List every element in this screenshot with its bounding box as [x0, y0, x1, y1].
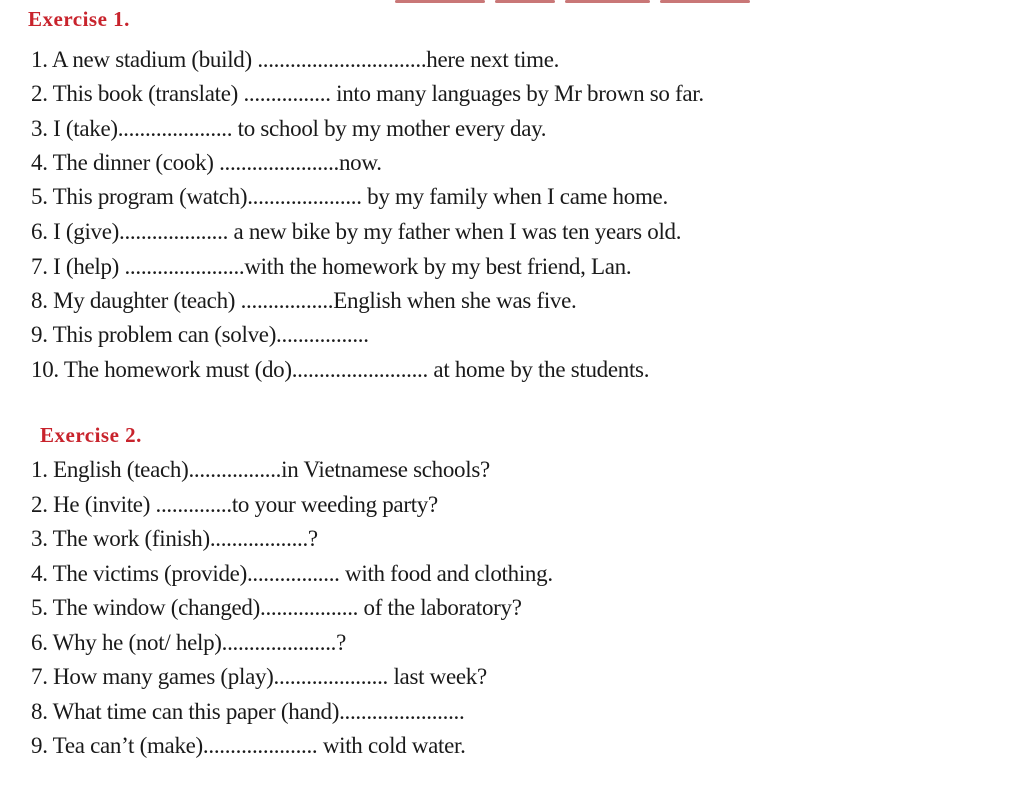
- exercise-1-item-2: 2. This book (translate) ................ into many languages by Mr brown so far.: [31, 81, 704, 106]
- exercise-1-item-1: 1. A new stadium (build) ...............................here next time.: [31, 47, 560, 72]
- exercise-1-item-6: 6. I (give).................... a new bike by my father when I was ten years old.: [31, 219, 682, 244]
- exercise-1-item-4: 4. The dinner (cook) ......................now.: [31, 150, 382, 175]
- exercise-1-item-5: 5. This program (watch)..................... by my family when I came home.: [31, 184, 668, 209]
- exercise-2-item-8: 8. What time can this paper (hand).......................: [31, 699, 465, 724]
- exercise-2-item-5: 5. The window (changed).................. of the laboratory?: [31, 595, 522, 620]
- exercise-1-item-3: 3. I (take)..................... to school by my mother every day.: [31, 116, 547, 141]
- exercise-2-item-2: 2. He (invite) ..............to your weeding party?: [31, 492, 438, 517]
- exercise-1-item-10: 10. The homework must (do)......................... at home by the students.: [31, 357, 650, 382]
- exercise-2-item-4: 4. The victims (provide)................. with food and clothing.: [31, 561, 553, 586]
- exercise-2-item-7: 7. How many games (play)..................... last week?: [31, 664, 487, 689]
- exercise-1-item-7: 7. I (help) ......................with the homework by my best friend, Lan.: [31, 254, 632, 279]
- exercise-2-item-3: 3. The work (finish)..................?: [31, 526, 318, 551]
- exercise-2-title: Exercise 2.: [40, 423, 142, 447]
- top-cropped-heading-fragment: [395, 0, 750, 6]
- exercise-1-title: Exercise 1.: [28, 7, 130, 31]
- exercise-2-item-9: 9. Tea can’t (make)..................... with cold water.: [31, 733, 466, 758]
- exercise-1-item-9: 9. This problem can (solve).................: [31, 322, 369, 347]
- exercise-2-item-6: 6. Why he (not/ help).....................?: [31, 630, 347, 655]
- exercise-2-item-1: 1. English (teach).................in Vietnamese schools?: [31, 457, 490, 482]
- exercise-1-item-8: 8. My daughter (teach) .................English when she was five.: [31, 288, 577, 313]
